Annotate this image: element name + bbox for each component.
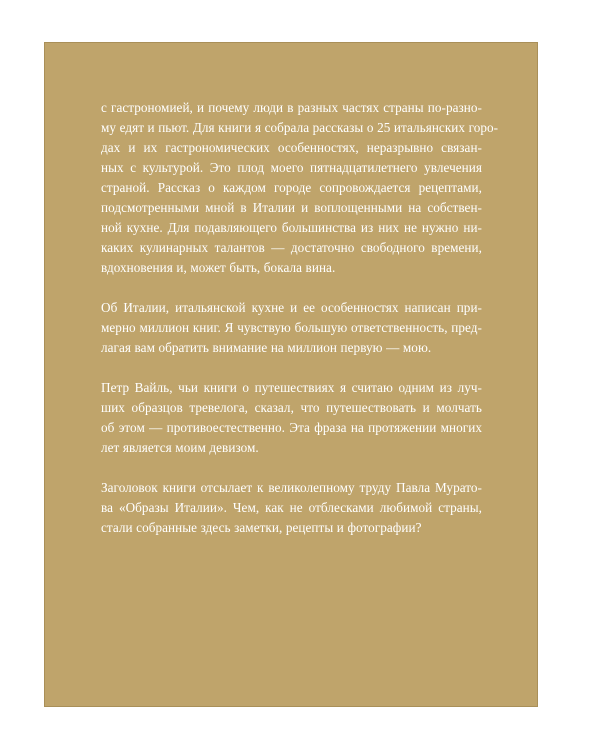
text-line: страной. Рассказ о каждом городе сопровождается рецептами, xyxy=(101,180,482,195)
text-line: с гастрономией, и почему люди в разных частях страны по-разно- xyxy=(101,100,482,115)
paragraph-3 xyxy=(101,378,482,458)
text-line: ва «Образы Италии». Чем, как не отблесками любимой страны, xyxy=(101,500,482,515)
text-line: лет является моим девизом. xyxy=(101,440,259,455)
text-line: лагая вам обратить внимание на миллион первую — мою. xyxy=(101,340,432,355)
paragraph-4 xyxy=(101,478,482,538)
paragraph-2 xyxy=(101,298,482,358)
text-line: мерно миллион книг. Я чувствую большую ответственность, пред- xyxy=(101,320,482,335)
text-line: каких кулинарных талантов — достаточно свободного времени, xyxy=(101,240,482,255)
text-line: Петр Вайль, чьи книги о путешествиях я считаю одним из луч- xyxy=(101,380,482,395)
text-line: стали собранные здесь заметки, рецепты и фотографии? xyxy=(101,520,422,535)
text-line: об этом — противоестественно. Эта фраза на протяжении многих xyxy=(101,420,482,435)
book-page xyxy=(44,42,538,707)
text-line: Об Италии, итальянской кухне и ее особенностях написан при- xyxy=(101,300,482,315)
text-line: дах и их гастрономических особенностях, неразрывно связан- xyxy=(101,140,482,155)
text-line: подсмотренными мной в Италии и воплощенными на собствен- xyxy=(101,200,482,215)
text-line: ших образцов тревелога, сказал, что путешествовать и молчать xyxy=(101,400,482,415)
text-line: ных с культурой. Это плод моего пятнадцатилетнего увлечения xyxy=(101,160,482,175)
text-line: ной кухне. Для подавляющего большинства из них не нужно ни- xyxy=(101,220,482,235)
paragraph-1 xyxy=(101,98,499,278)
text-line: вдохновения и, может быть, бокала вина. xyxy=(101,260,336,275)
text-line: му едят и пьют. Для книги я собрала рассказы о 25 итальянских горо- xyxy=(101,120,499,135)
text-line: Заголовок книги отсылает к великолепному труду Павла Мурато- xyxy=(101,480,482,495)
body-text xyxy=(101,98,499,558)
